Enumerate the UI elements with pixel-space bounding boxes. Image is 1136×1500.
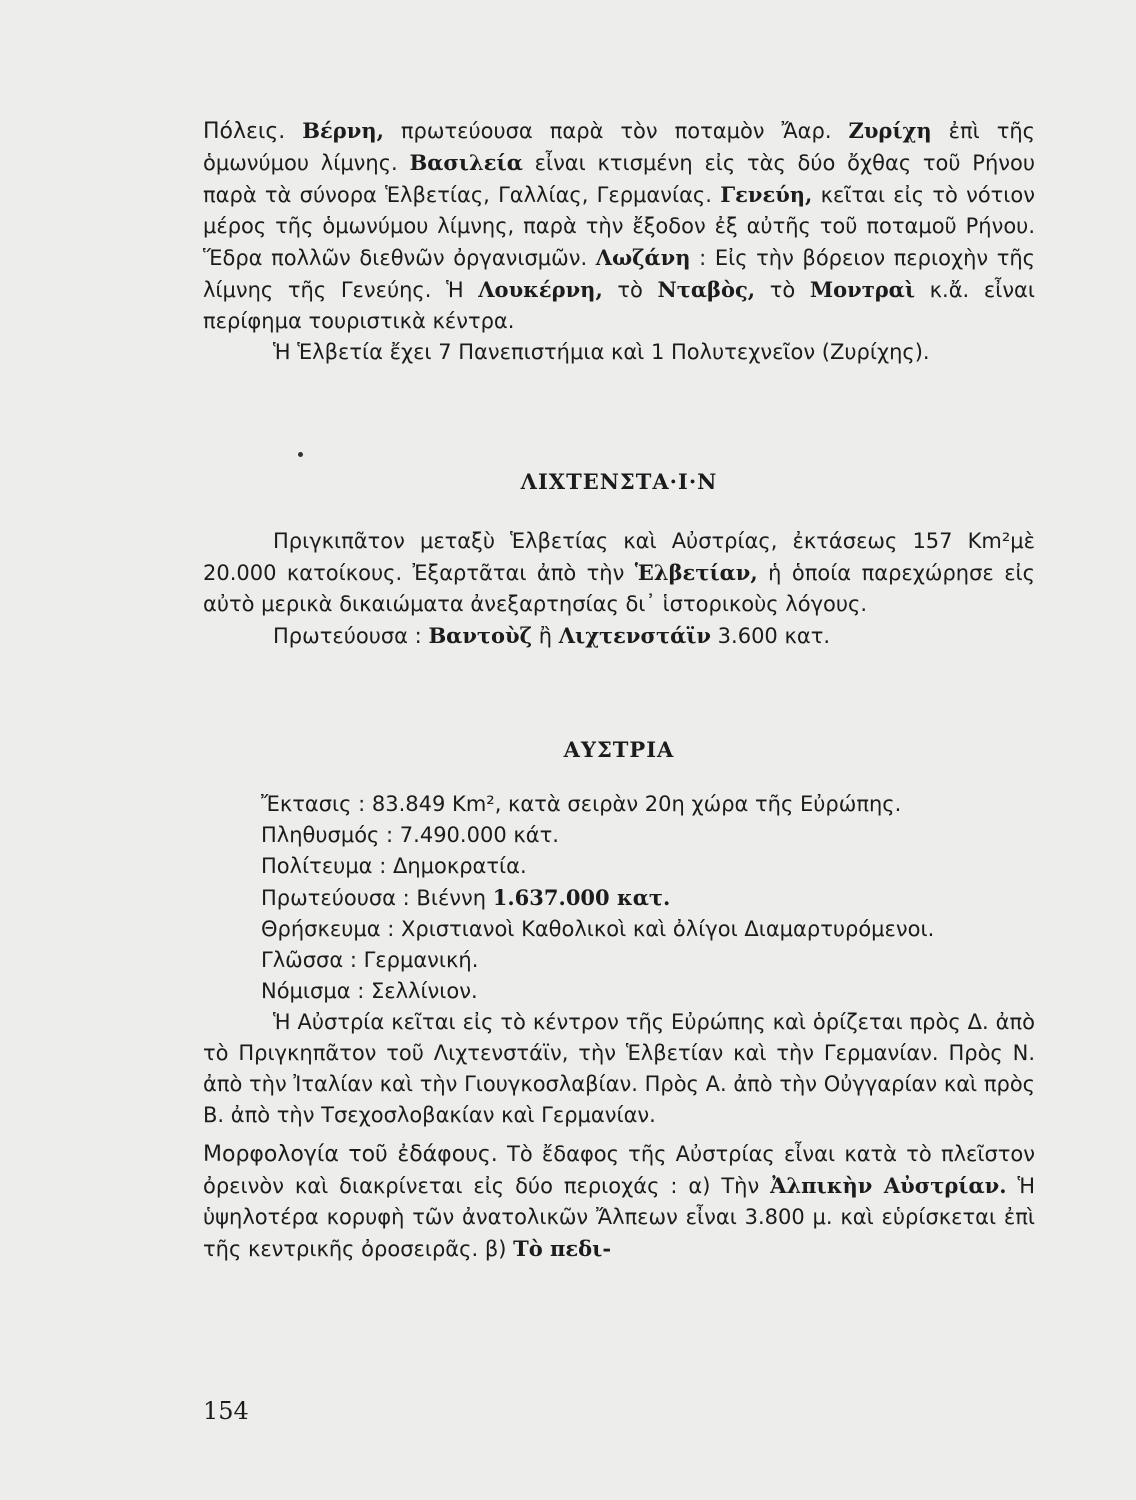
- cities-paragraph: Πόλεις. Βέρνη, πρωτεύουσα παρὰ τὸν ποταμὸν Ἄαρ. Ζυρίχη ἐπὶ τῆς ὁμωνύμου λίμνης. Βασιλεία εἶναι κτισμένη εἰς τὰς δύο ὄχθας τοῦ Ρήνου παρὰ τὰ σύνορα Ἑλβετίας, Γαλλίας, Γερμανίας. Γενεύη, κεῖται εἰς τὸ νότιον μέρος τῆς ὁμωνύμου λίμνης, παρὰ τὴν ἔξοδον ἐξ αὐτῆς τοῦ ποταμοῦ Ρήνου. Ἕδρα πολλῶν διεθνῶν ὀργανισμῶν. Λωζάνη : Εἰς τὴν βόρειον περιοχὴν τῆς λίμνης τῆς Γενεύης. Ἡ Λουκέρνη, τὸ Νταβὸς, τὸ Μονтραὶ κ.ἄ. εἶναι περίφημα τουριστικὰ κέντρα. Ἡ Ἑλβετία ἔχει 7 Πανεπιστήμια καὶ 1 Πολυτεχνεῖον (Ζυρίχης).: [203, 115, 1035, 368]
- section-lead: Πόλεις.: [203, 119, 286, 144]
- city-lucerne: Λουκέρνη,: [478, 277, 603, 302]
- austria-borders: Ἡ Αὐστρία κεῖται εἰς τὸ κέντρον τῆς Εὐρώπης καὶ ὁρίζεται πρὸς Δ. ἀπὸ τὸ Πριγκηπᾶτον τοῦ Λιχτενστάϊν, τὴν Ἑλβετίαν καὶ τὴν Γερμανίαν. Πρὸς Ν. ἀπὸ τὴν Ἰταλίαν καὶ τὴν Γιουγκοσλαβίαν. Πρὸς Α. ἀπὸ τὴν Οὐγγαρίαν καὶ πρὸς Β. ἀπὸ τὴν Τσεχοσλοβακίαν καὶ Γερμανίαν.: [203, 1010, 1035, 1127]
- page-number: 154: [203, 1397, 249, 1425]
- city-basel: Βασιλεία: [409, 150, 523, 175]
- morphology-lead: Μορφολογία τοῦ ἐδάφους.: [203, 1142, 498, 1167]
- fact-religion: Θρήσκευμα : Χριστιανοὶ Καθολικοὶ καὶ ὀλίγοι Διαμαρτυρόμενοι.: [261, 917, 935, 941]
- fact-capital: Πρωτεύουσα : Βιέννη 1.637.000 κατ.: [261, 885, 671, 910]
- universities-line: Ἡ Ἑλβετία ἔχει 7 Πανεπιστήμια καὶ 1 Πολυτεχνεῖον (Ζυρίχης).: [273, 340, 930, 364]
- city-lausanne: Λωζάνη: [595, 245, 691, 270]
- fact-government: Πολίτευμα : Δημοκρατία.: [261, 854, 527, 878]
- liechtenstein-capital: Πρωτεύουσα : Βαντοὺζ ἢ Λιχτενστάϊν 3.600 κατ.: [273, 623, 831, 648]
- city-davos: Νταβὸς,: [657, 277, 756, 302]
- fact-population: Πληθυσμός : 7.490.000 κάτ.: [261, 823, 559, 847]
- liechtenstein-heading: ΛΙΧΤΕΝΣΤΑ·Ι·Ν: [520, 469, 718, 494]
- city-zurich: Ζυρίχη: [848, 118, 932, 143]
- austria-facts: [203, 789, 1035, 1007]
- city-geneva: Γενεύη,: [720, 182, 813, 207]
- city-montreux: Μονтραὶ: [809, 277, 915, 302]
- fact-language: Γλῶσσα : Γερμανική.: [261, 948, 479, 972]
- fact-area: Ἔκτασις : 83.849 Km², κατὰ σειρὰν 20η χώρα τῆς Εὐρώπης.: [261, 792, 902, 816]
- print-speck: [298, 452, 303, 457]
- city-bern: Βέρνη,: [302, 118, 384, 143]
- liechtenstein-text: Πριγκιπᾶτον μεταξὺ Ἑλβετίας καὶ Αὐστρίας, ἐκτάσεως 157 Km²μὲ 20.000 κατοίκους. Ἐξαρτᾶται ἀπὸ τὴν Ἑλβετίαν, ἡ ὁποία παρεχώρησε εἰς αὐτὸ μερικὰ δικαιώματα ἀνεξαρτησίας δι᾽ ἱστορικοὺς λόγους.: [203, 529, 1035, 616]
- liechtenstein-section: [203, 466, 1035, 652]
- austria-section: [203, 734, 1035, 1265]
- fact-currency: Νόμισμα : Σελλίνιον.: [261, 979, 478, 1003]
- austria-heading: ΑΥΣΤΡΙΑ: [563, 737, 675, 762]
- austria-morphology: Μορφολογία τοῦ ἐδάφους. Τὸ ἔδαφος τῆς Αὐστρίας εἶναι κατὰ τὸ πλεῖστον ὀρεινὸν καὶ διακρίνεται εἰς δύο περιοχάς : α) Τὴν Ἀλπικὴν Αὐστρίαν. Ἡ ὑψηλοτέρα κορυφὴ τῶν ἀνατολικῶν Ἄλπεων εἶναι 3.800 μ. καὶ εὑρίσκεται ἐπὶ τῆς κεντρικῆς ὀροσειρᾶς. β) Τὸ πεδι-: [203, 1142, 1035, 1261]
